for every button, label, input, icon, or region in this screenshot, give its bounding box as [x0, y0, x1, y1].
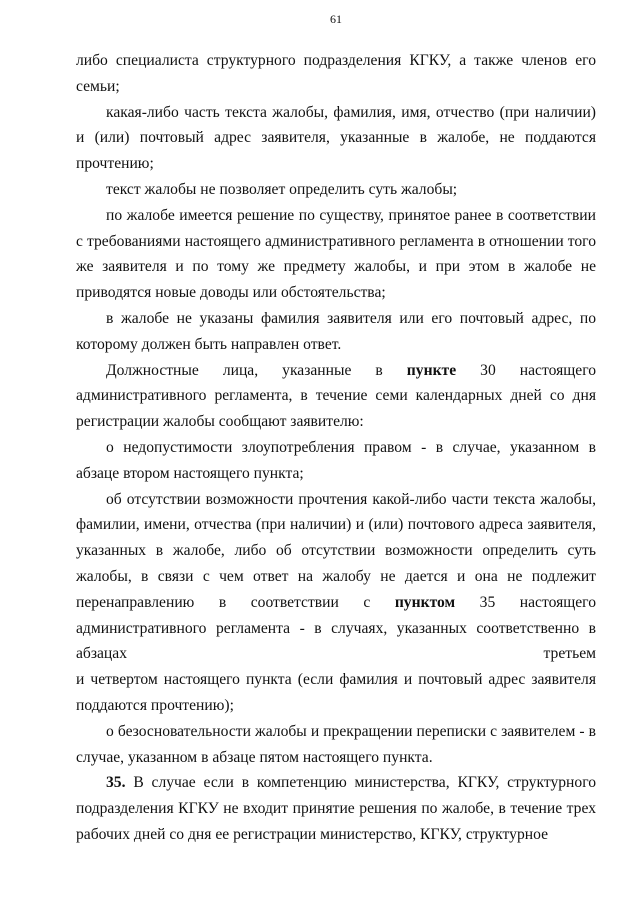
punkt-30-link[interactable]: пункте: [406, 361, 457, 379]
paragraph-impossibility: [76, 487, 596, 668]
paragraph-unreadable: какая-либо часть текста жалобы, фамилия, имя, отчество (при наличии) и (или) почтовый адрес заявителя, указанные в жалобе, не поддаются прочтению;: [76, 103, 596, 173]
impossibility-text-start: об отсутствии возможности прочтения какой-либо части текста жалобы, фамилии, имени, отчества (при наличии) и (или) почтового адреса заявителя, указанных в жалобе, либо об отсутствии возможности определить суть жалобы, в связи с чем ответ на жалобу не дается и она не подлежит перенаправлению в соответствии с: [76, 490, 596, 611]
section-number: 35.: [106, 774, 126, 792]
paragraph-abuse: о недопустимости злоупотребления правом - в случае, указанном в абзаце втором настоящего пункта;: [76, 438, 596, 482]
page-number: 61: [330, 12, 342, 26]
paragraph-groundless: о безосновательности жалобы и прекращении переписки с заявителем - в случае, указанном в абзаце пятом настоящего пункта.: [76, 722, 596, 766]
paragraph-officials: [76, 358, 596, 435]
impossibility-text-mid: 35 настоящего административного регламента - в случаях, указанных соответственно в абзацах третьем: [76, 593, 596, 663]
paragraph-impossibility-continued: и четвертом настоящего пункта (если фамилия и почтовый адрес заявителя поддаются прочтению);: [76, 671, 596, 714]
officials-text-end: 30 настоящего административного регламента, в течение семи календарных дней со дня регистрации жалобы сообщают заявителю:: [76, 361, 596, 431]
section-35-text: В случае если в компетенцию министерства, КГКУ, структурного подразделения КГКУ не входит принятие решения по жалобе, в течение трех рабочих дней со дня ее регистрации министерство, КГКУ, структурное: [76, 774, 596, 843]
paragraph-no-essence: текст жалобы не позволяет определить суть жалобы;: [106, 180, 458, 198]
officials-text-start: Должностные лица, указанные в: [106, 361, 407, 379]
paragraph-prior-decision: по жалобе имеется решение по существу, принятое ранее в соответствии с требованиями настоящего административного регламента в отношении того же заявителя и по тому же предмету жалобы, и при этом в жалобе не приводятся новые доводы или обстоятельства;: [76, 206, 596, 302]
document-body: [76, 48, 596, 848]
paragraph-section-35: [76, 770, 596, 847]
paragraph-family: либо специалиста структурного подразделения КГКУ, а также членов его семьи;: [76, 52, 596, 95]
paragraph-no-address: в жалобе не указаны фамилия заявителя или его почтовый адрес, по которому должен быть направлен ответ.: [76, 309, 596, 353]
punkt-35-link[interactable]: пунктом: [394, 593, 456, 611]
